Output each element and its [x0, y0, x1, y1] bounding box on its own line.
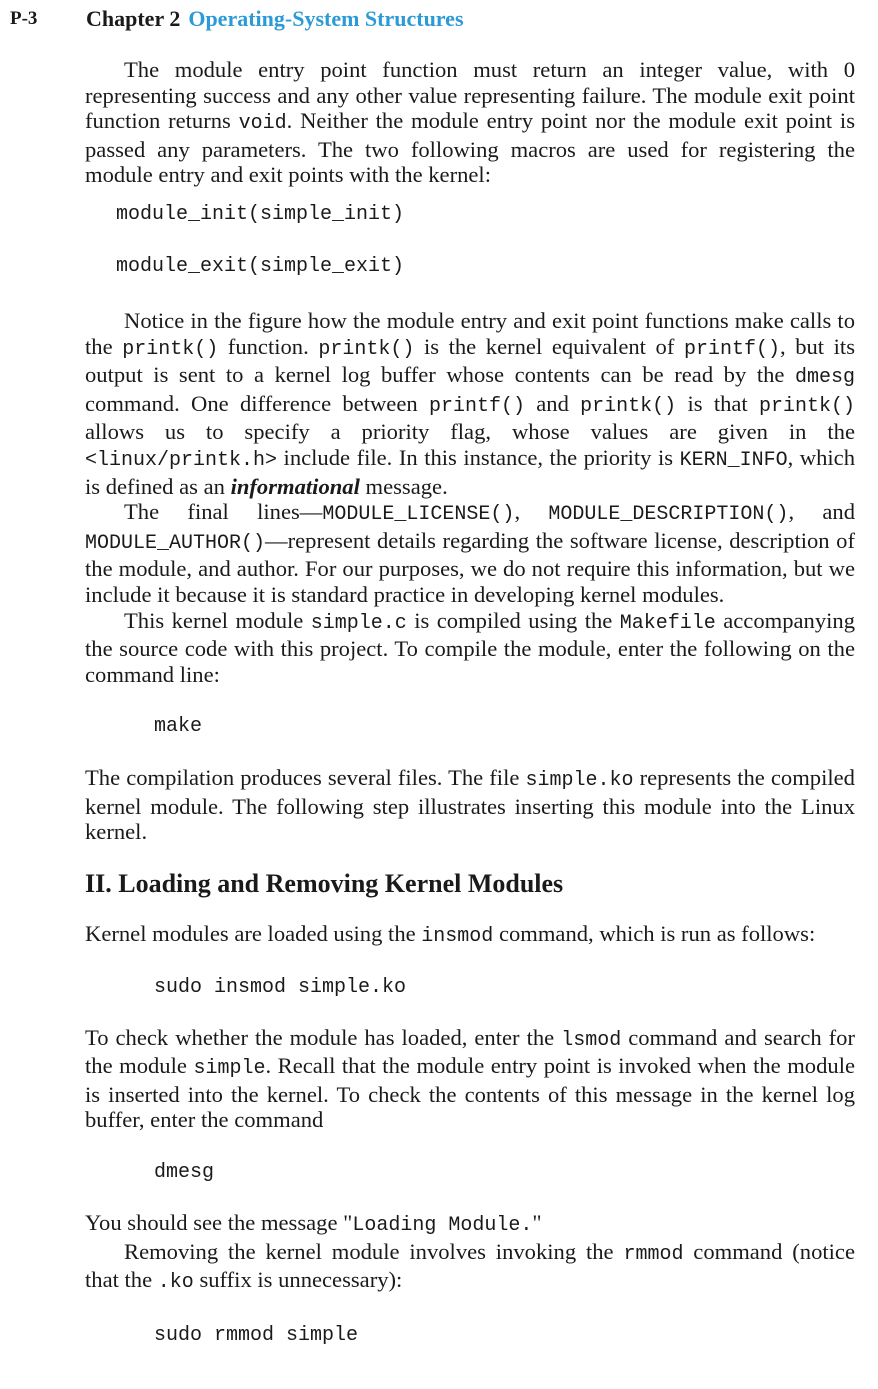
paragraph-message: You should see the message "Loading Module."	[85, 1210, 542, 1238]
paragraph-lsmod: To check whether the module has loaded, enter the lsmod command and search for the module simple. Recall that the module entry point is invoked when the module is inserted into the kernel. To check the contents of this message in the kernel log buffer, enter the command	[85, 1024, 856, 1133]
code-dmesg: dmesg	[154, 1161, 215, 1185]
paragraph-compile: This kernel module simple.c is compiled using the Makefile accompanying the source code with this project. To compile the module, enter the following on the command line:	[85, 607, 855, 687]
inline-code: printk()	[122, 337, 219, 361]
inline-code: <linux/printk.h>	[85, 448, 278, 472]
inline-code: dmesg	[794, 366, 855, 390]
inline-code: simple.ko	[525, 769, 634, 793]
code-module-exit: module_exit(simple_exit)	[116, 254, 405, 278]
page-body	[85, 57, 855, 1348]
inline-code: printk()	[759, 394, 856, 418]
inline-code: lsmod	[561, 1028, 622, 1052]
page-number: P-3	[10, 8, 38, 29]
paragraph-insmod: Kernel modules are loaded using the insmod command, which is run as follows:	[85, 921, 816, 949]
code-make: make	[154, 715, 203, 739]
code-rmmod: sudo rmmod simple	[154, 1323, 359, 1347]
paragraph-printk: Notice in the figure how the module entry and exit point functions make calls to the printk() function. printk() is the kernel equivalent of printf(), but its output is sent to a kernel log buffer whose contents can be read by the dmesg command. One difference between printf() and printk() is that printk() allows us to specify a priority flag, whose values are given in the <linux/printk.h> include file. In this instance, the priority is KERN_INFO, which is defined as an informational message.	[85, 307, 856, 499]
paragraph-module-entry: The module entry point function must return an integer value, with 0 representing success and any other value representing failure. The module exit point function returns void. Neither the module entry point nor the module exit point is passed any parameters. The two following macros are used for registering the module entry and exit points with the kernel:	[85, 57, 855, 188]
code-module-init: module_init(simple_init)	[116, 202, 405, 226]
paragraph-rmmod: Removing the kernel module involves invoking the rmmod command (notice that the .ko suffix is unnecessary):	[85, 1238, 855, 1295]
inline-code: printk()	[580, 394, 677, 418]
inline-code: .ko	[157, 1271, 194, 1295]
inline-code: insmod	[421, 925, 494, 949]
inline-code: KERN_INFO	[679, 448, 788, 472]
inline-code: printf()	[683, 337, 780, 361]
chapter-heading	[86, 6, 464, 32]
page-header	[0, 6, 878, 34]
inline-code: Makefile	[619, 611, 716, 635]
inline-code: simple.c	[310, 611, 407, 635]
inline-code: simple	[193, 1057, 266, 1081]
paragraph-compilation: The compilation produces several files. The file simple.ko represents the compiled kernel module. The following step illustrates inserting this module into the Linux kernel.	[85, 765, 855, 845]
inline-code: Loading Module.	[352, 1214, 533, 1238]
emphasis: informational	[230, 473, 360, 499]
inline-code: MODULE_LICENSE()	[322, 503, 515, 527]
section-title: II. Loading and Removing Kernel Modules	[85, 869, 564, 899]
inline-code: printk()	[318, 337, 415, 361]
code-insmod: sudo insmod simple.ko	[154, 975, 407, 999]
inline-code: rmmod	[623, 1242, 684, 1266]
inline-code: MODULE_AUTHOR()	[85, 531, 266, 555]
chapter-title: Operating-System Structures	[188, 6, 464, 31]
paragraph-final-lines: The final lines—MODULE_LICENSE(), MODULE_DESCRIPTION(), and MODULE_AUTHOR()—represent details regarding the software license, description of the module, and author. For our purposes, we do not require this information, but we include it because it is standard practice in developing kernel modules.	[85, 499, 856, 607]
inline-code: MODULE_DESCRIPTION()	[548, 503, 789, 527]
inline-code: void	[238, 112, 287, 136]
chapter-label: Chapter 2	[86, 6, 181, 31]
inline-code: printf()	[428, 394, 525, 418]
